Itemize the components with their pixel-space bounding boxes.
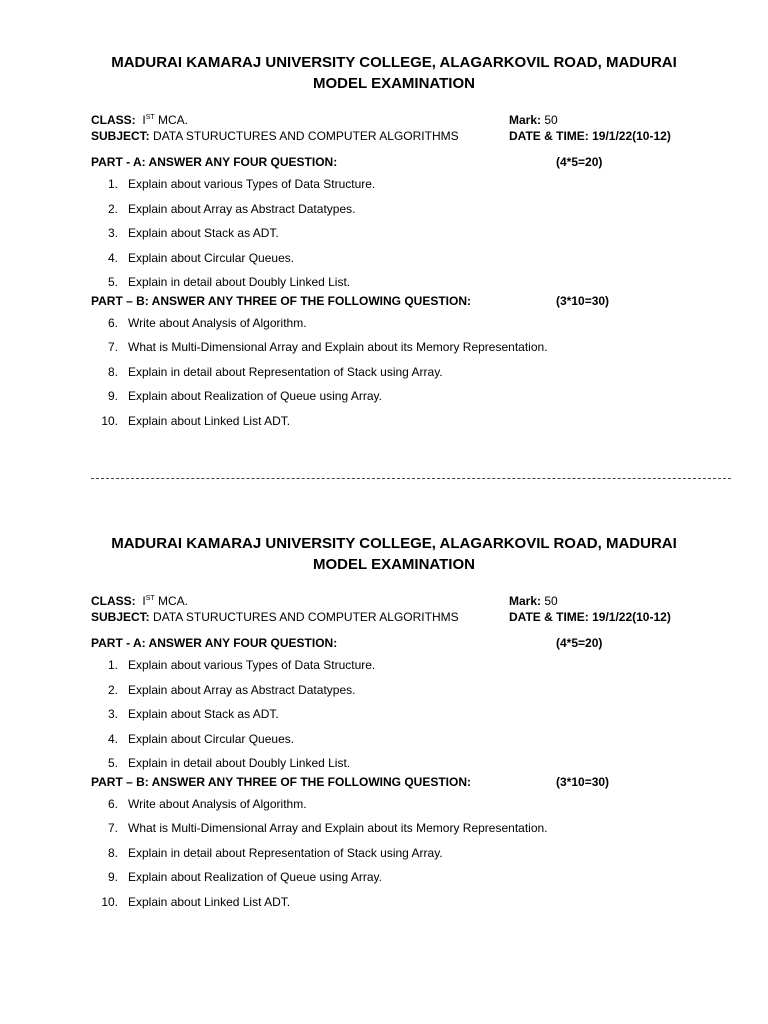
question-text: Explain about Linked List ADT.	[128, 894, 291, 909]
list-item	[0, 814, 768, 839]
page-title	[54, 52, 734, 94]
list-item	[0, 651, 768, 676]
list-item	[0, 839, 768, 864]
mark-line: Mark: 50	[509, 113, 558, 127]
question-text: Explain about various Types of Data Structure.	[128, 658, 376, 672]
list-item	[0, 407, 768, 432]
list-item	[0, 790, 768, 815]
question-number: 2.	[107, 201, 118, 216]
question-number: 1.	[107, 177, 118, 191]
list-item	[0, 268, 768, 293]
part-a-heading: PART - A: ANSWER ANY FOUR QUESTION: (4*5=20)	[91, 636, 603, 650]
part-b-heading: PART – B: ANSWER ANY THREE OF THE FOLLOWING QUESTION: (3*10=30)	[91, 293, 610, 308]
question-text: What is Multi-Dimensional Array and Explain about its Memory Representation.	[128, 340, 548, 354]
list-item	[0, 358, 768, 383]
question-text: Explain in detail about Representation of Stack using Array.	[128, 845, 443, 860]
exam-meta	[0, 112, 768, 146]
question-text: Explain in detail about Doubly Linked List.	[128, 756, 351, 770]
part-b-questions	[0, 309, 768, 432]
meta-right	[509, 112, 671, 144]
title-line-1: MADURAI KAMARAJ UNIVERSITY COLLEGE, ALAGARKOVIL ROAD, MADURAI	[111, 535, 677, 552]
question-number: 6.	[107, 796, 118, 811]
exam-meta	[0, 593, 768, 627]
question-text: Write about Analysis of Algorithm.	[128, 796, 307, 811]
question-text: Explain about Realization of Queue using Array.	[128, 389, 382, 403]
class-line: CLASS: IST MCA.	[91, 594, 188, 608]
list-item	[0, 700, 768, 725]
question-number: 6.	[107, 315, 118, 330]
dashed-divider	[91, 478, 731, 479]
question-text: Explain about various Types of Data Structure.	[128, 177, 376, 191]
title-line-2: MODEL EXAMINATION	[313, 75, 475, 92]
question-number: 8.	[107, 364, 118, 379]
question-number: 4.	[107, 731, 118, 746]
question-text: What is Multi-Dimensional Array and Explain about its Memory Representation.	[128, 821, 548, 835]
title-line-2: MODEL EXAMINATION	[313, 556, 475, 573]
question-number: 9.	[107, 389, 118, 403]
question-paper-2	[0, 533, 768, 912]
question-text: Explain in detail about Doubly Linked List.	[128, 275, 351, 289]
mark-line: Mark: 50	[509, 594, 558, 608]
part-b-questions	[0, 790, 768, 913]
question-number: 5.	[107, 756, 118, 770]
question-text: Explain about Circular Queues.	[128, 250, 295, 265]
question-number: 10.	[101, 413, 118, 428]
question-number: 1.	[107, 658, 118, 672]
question-number: 5.	[107, 275, 118, 289]
question-text: Explain about Linked List ADT.	[128, 413, 291, 428]
list-item	[0, 195, 768, 220]
question-number: 3.	[107, 707, 118, 721]
question-text: Explain about Array as Abstract Datatypes.	[128, 201, 356, 216]
list-item	[0, 725, 768, 750]
question-number: 3.	[107, 226, 118, 240]
question-text: Explain about Realization of Queue using Array.	[128, 870, 382, 884]
question-text: Explain about Array as Abstract Datatypes.	[128, 682, 356, 697]
question-number: 10.	[101, 894, 118, 909]
question-paper-1	[0, 52, 768, 431]
question-text: Explain about Stack as ADT.	[128, 226, 279, 240]
question-number: 2.	[107, 682, 118, 697]
list-item	[0, 749, 768, 774]
meta-left	[91, 593, 459, 625]
subject-line: SUBJECT: DATA STURUCTURES AND COMPUTER ALGORITHMS	[91, 610, 459, 624]
question-text: Explain about Circular Queues.	[128, 731, 295, 746]
subject-line: SUBJECT: DATA STURUCTURES AND COMPUTER ALGORITHMS	[91, 129, 459, 143]
question-text: Explain about Stack as ADT.	[128, 707, 279, 721]
part-b-heading: PART – B: ANSWER ANY THREE OF THE FOLLOWING QUESTION: (3*10=30)	[91, 774, 610, 789]
list-item	[0, 333, 768, 358]
list-item	[0, 170, 768, 195]
list-item	[0, 863, 768, 888]
question-number: 7.	[107, 821, 118, 835]
list-item	[0, 309, 768, 334]
list-item	[0, 219, 768, 244]
part-a-heading: PART - A: ANSWER ANY FOUR QUESTION: (4*5=20)	[91, 155, 603, 169]
part-a-questions	[0, 170, 768, 293]
list-item	[0, 888, 768, 913]
question-number: 8.	[107, 845, 118, 860]
meta-right	[509, 593, 671, 625]
page-title	[54, 533, 734, 575]
list-item	[0, 382, 768, 407]
meta-left	[91, 112, 459, 144]
part-a-questions	[0, 651, 768, 774]
question-text: Write about Analysis of Algorithm.	[128, 315, 307, 330]
question-text: Explain in detail about Representation of Stack using Array.	[128, 364, 443, 379]
datetime-line: DATE & TIME: 19/1/22(10-12)	[509, 129, 671, 143]
list-item	[0, 676, 768, 701]
question-number: 7.	[107, 340, 118, 354]
list-item	[0, 244, 768, 269]
title-line-1: MADURAI KAMARAJ UNIVERSITY COLLEGE, ALAGARKOVIL ROAD, MADURAI	[111, 54, 677, 71]
question-number: 4.	[107, 250, 118, 265]
class-line: CLASS: IST MCA.	[91, 113, 188, 127]
datetime-line: DATE & TIME: 19/1/22(10-12)	[509, 610, 671, 624]
question-number: 9.	[107, 870, 118, 884]
